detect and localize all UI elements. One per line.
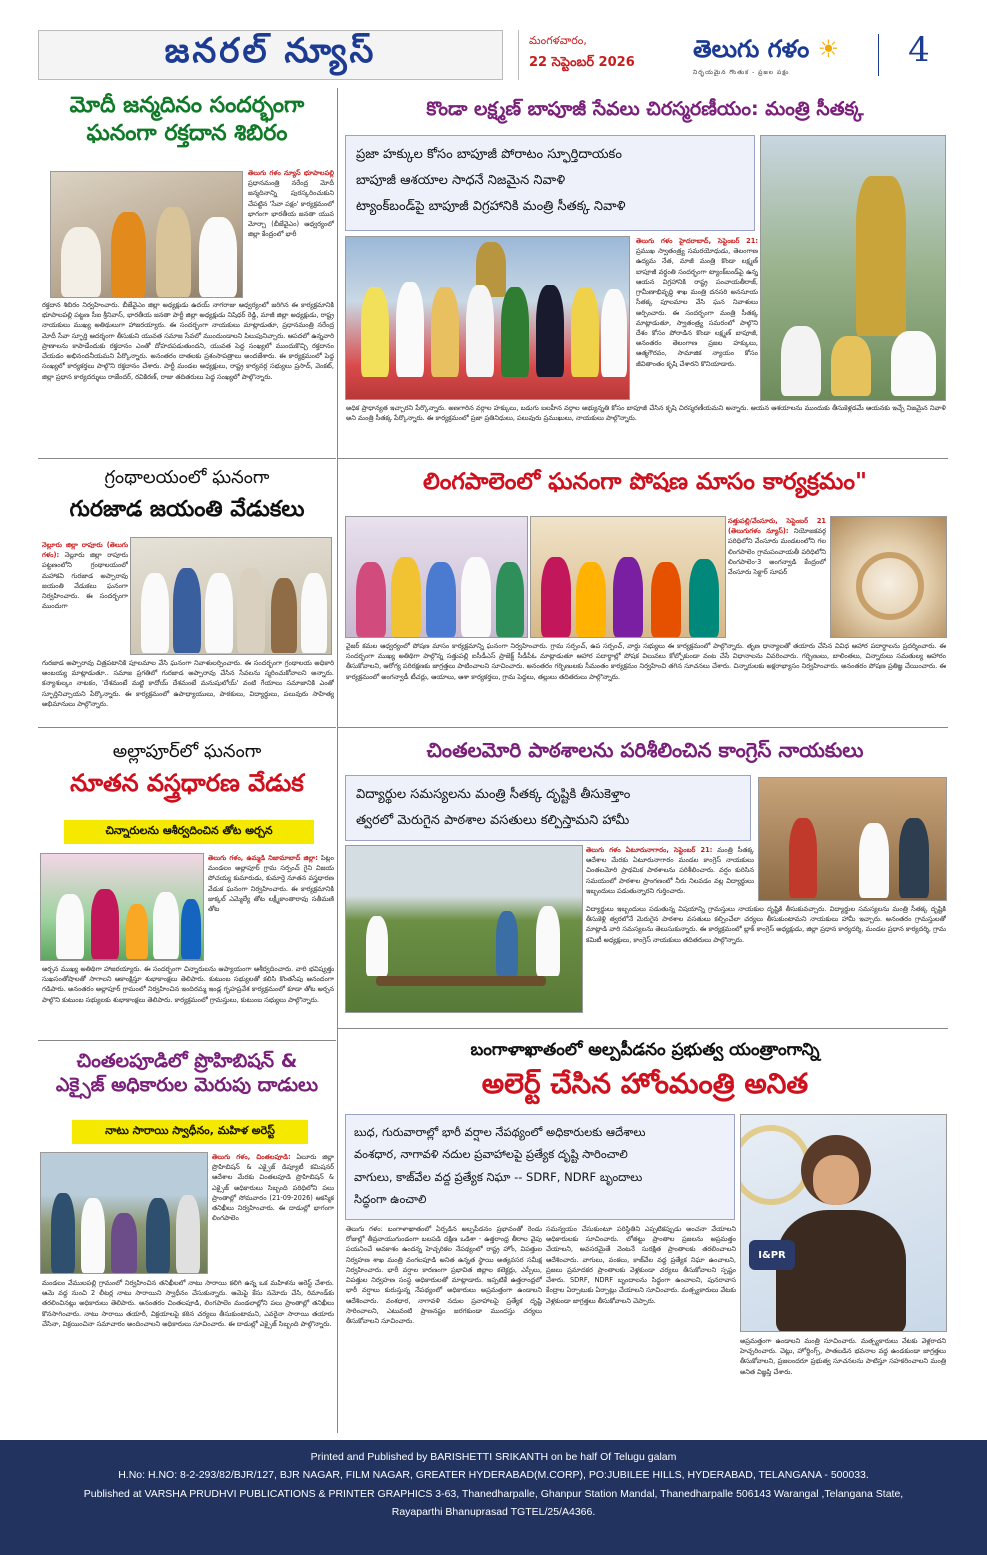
highlight-item: విద్యార్థుల సమస్యలను మంత్రి సీతక్క దృష్టికి తీసుకెళ్తాం <box>356 787 631 802</box>
article-photo <box>50 171 243 298</box>
article-highlights <box>345 1114 735 1220</box>
article-headline: గురజాడ జయంతి వేడుకలు <box>69 497 305 522</box>
article-headline: లింగపాలెంలో ఘనంగా పోషణ మాసం కార్యక్రమం" <box>423 469 867 495</box>
article-intro: తెలుగు గళం, చింతలపూడి: ఏలూరు జిల్లా ప్రొహిబిషన్ & ఎక్సైజ్ డిప్యూటీ కమిషనర్ ఆదేశాల మేరకు చింతలపూడి ప్రొహిబిషన్ & ఎక్సైజ్ అధికారులు సిబ్బంది పరిధిలోని పలు ప్రాంతాల్లో సోమవారం (21-09-2026) ఆకస్మిక తనిఖీలు నిర్వహించారు. ఈ దాడుల్లో భాగంగా లింగపాలెం <box>212 1153 334 1223</box>
section-divider <box>38 458 336 459</box>
highlight-item: ప్రజా హక్కుల కోసం బాపూజీ పోరాటం స్ఫూర్తిదాయకం <box>356 147 622 162</box>
article-tagline: చిన్నారులను ఆశీర్వదించిన తోట అర్చన <box>64 820 314 844</box>
section-divider <box>338 727 948 728</box>
article-body: వైజర్ కమల ఆధ్వర్యంలో పోషణ మాసం కార్యక్రమాన్ని ఘనంగా నిర్వహించారు. గ్రామ సర్పంచ్, ఉప సర్పంచ్, వార్డు సభ్యులు ఈ కార్యక్రమంలో పాల్గొన్నారు. తృణ ధాన్యాలతో తయారు చేసిన వివిధ ఆహార పదార్థాలను ప్రదర్శించారు. ఈ సందర్భంగా ముఖ్య అతిథిగా పాల్గొన్న సత్తుపల్లి ఐసీడీఎస్ ప్రాజెక్ట్ సీడీపీఓ మాట్లాడుతూ ఆహార పదార్థాల్లో పోషక విలువలు కోల్పోకుండా వంట చేసే విధానాలను వివరించారు. గర్భిణులు, బాలింతలు, చిన్నారులు సమతుల్య ఆహారం తీసుకోవాలని, ఆరోగ్య పరిరక్షణకు జాగ్రత్తలు పాటించాలని సూచించారు. అనంతరం గర్భిణులకు సీమంతం కార్యక్రమం నిర్వహించి తగిన సూచనలు చేశారు. చిన్నారులకు అక్షరాభ్యాసం నిర్వహించారు. అనంతరం పోషణ ప్రతిజ్ఞ చేయించారు. ఈ కార్యక్రమంలో అంగన్వాడీ టీచర్లు, ఆయాలు, ఆశా కార్యకర్తలు, గ్రామ పెద్దలు, తల్లులు తదితరులు పాల్గొన్నారు. <box>346 642 946 681</box>
article-body: తెలుగు గళం: బంగాళాఖాతంలో ఏర్పడిన అల్పపీడనం ప్రభావంతో రెండు రోజుల్లో తీవ్రవాయుగుండంగా బలపడి దక్షిణ ఒడిశా - ఉత్తరాంధ్ర తీరాల వైపు పయనించే అవకాశం ఉందన్న హెచ్చరికల నేపథ్యంలో రాష్ట్ర హోం, విపత్తుల నిర్వహణ శాఖ మంత్రి వంగలపూడి అనిత ఉన్నత స్థాయి అత్యవసర సమీక్ష నిర్వహించారు. భారీ వర్షాల కారణంగా ప్రభావిత జిల్లాల కలెక్టర్లు, ఎస్పీలు, విపత్తుల నిర్వహణ సంస్థ అధికారులతో మాట్లాడారు. ఇప్పటికే ఉత్తరాంధ్రలో భారీ వర్షాలు కురుస్తున్న నేపథ్యంలో అధికారులు అప్రమత్తంగా ఉండాలని ఆదేశించారు. వంశధార, నాగావళి నదుల ప్రవాహాలపై ప్రత్యేక దృష్టి సారించాలని, ఎటువంటి ప్రాణనష్టం జరగకుండా ముందస్తు చర్యలు తీసుకోవాలని సూచించారు. <box>346 1225 542 1325</box>
logo-text: తెలుగు గళం ☀ <box>693 34 840 63</box>
section-title-box <box>38 30 503 80</box>
article-headline: నూతన వస్త్రధారణ వేడుక <box>70 769 304 797</box>
sun-icon: ☀ <box>809 34 840 63</box>
logo-tagline: నిర్భయమైన గొంతుక - ప్రజల పక్షం <box>693 69 790 76</box>
wooden-log <box>376 976 546 986</box>
section-divider <box>338 1028 948 1029</box>
column-divider <box>337 88 338 1433</box>
article-headline: మోదీ జన్మదినం సందర్భంగా ఘనంగా రక్తదాన శిబిరం <box>69 93 305 146</box>
article-headline: కొండా లక్ష్మణ్ బాపూజీ సేవలు చిరస్మరణీయం: మంత్రి సీతక్క <box>426 98 864 120</box>
section-divider <box>38 727 336 728</box>
masthead-divider <box>878 34 879 76</box>
microphone-badge: I&PR <box>749 1240 795 1270</box>
article-photo <box>40 853 204 961</box>
article-intro: తెలుగు గళం ఏటూరునాగారం, సెప్టెంబర్ 21: మంత్రి సీతక్క ఆదేశాల మేరకు ఏటూరునాగారం మండల కాంగ్రెస్ నాయకులు చింతలమోరి ప్రాథమిక పాఠశాలను పరిశీలించారు. వర్షం కురిసిన సమయంలో పాఠశాల ప్రాంగణంలో నీరు నిలవడం వల్ల విద్యార్థులు ఇబ్బందులు పడుతున్నారని గుర్తించారు. <box>586 846 754 895</box>
article-tagline: నాటు సారాయి స్వాధీనం, మహిళ అరెస్ట్ <box>72 1120 308 1144</box>
article-body: అర్చన ముఖ్య అతిథిగా హాజరయ్యారు. ఈ సందర్భంగా చిన్నారులను ఆప్యాయంగా ఆశీర్వదించారు. వారి భవిష్యత్తు సుఖసంతోషాలతో సాగాలని ఆకాంక్షిస్తూ శుభాకాంక్షలు తెలిపారు. కుటుంబ సభ్యులతో కలిసి కొంతసేపు ఆనందంగా గడిపారు. అనంతరం అల్లాపూర్ గ్రామంలో నిర్వహించిన ఇందిరమ్మ ఇండ్ల గృహప్రవేశ కార్యక్రమంలో కూడా తోట అర్చన పాల్గొని కుటుంబ సభ్యులకు శుభాకాంక్షలు తెలిపారు. కార్యక్రమంలో గ్రామస్తులు, కుటుంబ సభ్యులు పాల్గొన్నారు. <box>42 965 334 1004</box>
imprint-line: Published at VARSHA PRUDHVI PUBLICATIONS & PRINTER GRAPHICS 3-63, Thanedharpalle, Ghanpur Station Mandal, Thanedharpalle 506143 Warangal ,Telangana State, <box>83 1487 904 1500</box>
article-headline: చింతలపూడిలో ప్రొహిబిషన్ & ఎక్సైజ్ అధికారుల మెరుపు దాడులు <box>55 1050 319 1096</box>
section-title: జనరల్ న్యూస్ <box>164 31 377 71</box>
article-photo <box>345 516 528 638</box>
article-intro: తెలుగు గళం న్యూస్ భూపాలపల్లి ప్రధానమంత్రి నరేంద్ర మోదీ జన్మదినాన్ని పురస్కరించుకుని చేపట్టిన 'సేవా పక్షం' కార్యక్రమంలో భాగంగా భారతీయ జనతా యువ మోర్చా (బీజేవైఎం) ఆధ్వర్యంలో జిల్లా కేంద్రంలో భారీ <box>248 169 334 239</box>
issue-day: మంగళవారం, <box>529 34 587 47</box>
article-photo <box>345 236 630 400</box>
masthead <box>38 30 948 80</box>
article-photo <box>40 1152 208 1274</box>
article-headline-kicker: గ్రంథాలయంలో ఘనంగా <box>104 467 270 488</box>
article-photo <box>758 777 947 901</box>
article-photo <box>345 845 583 1013</box>
article-headline: చింతలమోరి పాఠశాలను పరిశీలించిన కాంగ్రెస్ నాయకులు <box>426 738 864 762</box>
article-photo <box>830 516 947 638</box>
food-display <box>856 552 924 620</box>
article-body: సమన్వయం చేసుకుంటూ పరిస్థితిని ఎప్పటికప్పుడు అంచనా వేయాలని అధికారులకు సూచించారు. లోతట్టు ప్రాంతాల ప్రజలను అప్రమత్తం చేయాలని, అవసరమైతే వెంటనే సురక్షిత ప్రాంతాలకు తరలించాలని ఆదేశించారు. వాగులు, వంకలు, కాజ్‌వేల వద్ద ప్రత్యేక నిఘా ఉంచాలని, ప్రజలు ప్రమాదకర ప్రాంతాలకు వెళ్లకుండా చర్యలు తీసుకోవాలని స్పష్టం చేశారు. SDRF, NDRF బృందాలను సిద్ధంగా ఉంచాలని, పునరావాస కేంద్రాల ఏర్పాటుకు ఏర్పాట్లు చేయాలని సూచించారు. మత్స్యకారులు వేటకు వెళ్లకుండా జాగ్రత్తలు తీసుకోవాలని చెప్పారు. <box>546 1225 736 1305</box>
article-body: విద్యార్థులు ఇబ్బందులు పడుతున్న విషయాన్ని గ్రామస్తులు నాయకుల దృష్టికి తీసుకువచ్చారు. విద్యార్థుల సమస్యలను మంత్రి సీతక్క దృష్టికి తీసుకెళ్లి త్వరలోనే మెరుగైన పాఠశాల వసతులు కల్పించేలా చర్యలు తీసుకుంటామని నాయకులు హామీ ఇచ్చారు. అనంతరం గ్రామస్తులతో మాట్లాడి వారి సమస్యలను తెలుసుకున్నారు. ఈ కార్యక్రమంలో బ్లాక్ కాంగ్రెస్ అధ్యక్షుడు, జిల్లా ప్రధాన కార్యదర్శి, మండల ప్రధాన కార్యదర్శి, గ్రామ కమిటీ అధ్యక్షులు, కాంగ్రెస్ నాయకులు తదితరులు పాల్గొన్నారు. <box>586 905 946 944</box>
article-body: రక్తదాన శిబిరం నిర్వహించారు. బీజేవైఎం జిల్లా అధ్యక్షుడు ఉదయ్ నాగరాజు ఆధ్వర్యంలో జరిగిన ఈ కార్యక్రమానికి భూపాలపల్లి పట్టణ సీఐ శ్రీనివాస్, భారతీయ జనతా పార్టీ జిల్లా అధ్యక్షుడు నిషిధర్ రెడ్డి, మాజీ జిల్లా అధ్యక్షుడు, రాష్ట్ర నాయకులు ముఖ్య అతిథులుగా హాజరయ్యారు. ఈ సందర్భంగా నాయకులు మాట్లాడుతూ, ప్రధానమంత్రి నరేంద్ర మోదీ సేవా స్ఫూర్తి ఆదర్శంగా తీసుకుని యువత సమాజ సేవలో ముందుండాలని పిలుపునిచ్చారు. ఆపదలో ఉన్నవారి ప్రాణాలను కాపాడేందుకు రక్తదానం ఎంతో దోహదపడుతుందని, యువత పెద్ద సంఖ్యలో ముందుకొచ్చి రక్తదానం చేయడం అభినందనీయమని పేర్కొన్నారు. అనంతరం దాతలకు ప్రశంసాపత్రాలు అందజేశారు. ఈ కార్యక్రమంలో పెద్ద సంఖ్యలో కార్యకర్తలు పాల్గొని రక్తదానం చేశారు. పార్టీ మండల అధ్యక్షులు, రాష్ట్ర కార్యవర్గ సభ్యులు ప్రసాద్, వెంకట్, జిల్లా ప్రధాన కార్యదర్శులు రాజేందర్, రవికిరణ్, రాజు తదితరులు పెద్ద సంఖ్యలో పాల్గొన్నారు. <box>42 301 334 381</box>
imprint-line: Printed and Published by BARISHETTI SRIKANTH on be half Of Telugu galam <box>310 1451 677 1463</box>
article-body: గురజాడ అప్పారావు చిత్రపటానికి పూలమాల వేసి ఘనంగా నివాళులర్పించారు. ఈ సందర్భంగా గ్రంథాలయ అధికారి అంబయ్య మాట్లాడుతూ.. సమాజ ప్రగతిలో గురజాడ అప్పారావు చేసిన సేవలను స్మరించుకోవాలని అన్నారు. కన్యాశుల్కం నాటకం, 'దేశమంటే మట్టి కాదోయ్ దేశమంటే మనుషులోయ్' వంటి గేయాలు సమాజానికి ఎంతో స్ఫూర్తినిచ్చాయని పేర్కొన్నారు. ఈ కార్యక్రమంలో ఉపాధ్యాయులు, పాఠకులు, విద్యార్థులు, పలువురు సాహిత్య అభిమానులు పాల్గొన్నారు. <box>42 659 334 708</box>
article-photo <box>760 135 946 401</box>
article-intro: తెలుగు గళం, ఉమ్మడి నిజామాబాద్ జిల్లా: పిట్లం మండలం అల్లాపూర్ గ్రామ సర్పంచ్ గైని విజయ పోచయ్య కుమారుడు, కుమార్తె నూతన వస్త్రధారణ వేడుక ఘనంగా నిర్వహించారు. ఈ కార్యక్రమానికి జుక్కల్ ఎమ్మెల్యే తోట లక్ష్మీకాంతారావు సతీమణి తోట <box>208 854 334 914</box>
article-intro: నెల్లూరు జిల్లా రాపూరు (తెలుగు గళం): నెల్లూరు జిల్లా రాపూరు పట్టణంలోని గ్రంథాలయంలో మహాకవి గురజాడ అప్పారావు జయంతి వేడుకలు ఘనంగా నిర్వహించారు. ఈ సందర్భంగా ముందుగా <box>42 541 128 611</box>
article-photo <box>740 1114 947 1332</box>
highlight-item: వంశధార, నాగావళి నదుల ప్రవాహాలపై ప్రత్యేక దృష్టి సారించాలి <box>354 1147 628 1162</box>
issue-date: 22 సెప్టెంబర్ 2026 <box>529 55 635 70</box>
imprint-line: H.No: H.NO: 8-2-293/82/BJR/127, BJR NAGAR, FILM NAGAR, GREATER HYDERABAD(M.CORP), PO:JUBILEE HILLS, HYDERABAD, TELANGANA - 500033. <box>118 1469 869 1482</box>
section-divider <box>338 458 948 459</box>
imprint-line: Rayaparthi Bhanuprasad TGTEL/25/A4366. <box>391 1506 596 1519</box>
article-body: అధిక ప్రాధాన్యత ఇచ్చారని పేర్కొన్నారు. అణగారిన వర్గాల హక్కులు, బడుగు బలహీన వర్గాల అభ్యున్నతి కోసం బాపూజీ చేసిన కృషి చిరస్మరణీయమని అన్నారు. ఆయన ఆశయాలను ముందుకు తీసుకెళ్లడమే ఆయనకు ఇచ్చే నిజమైన నివాళి అని మంత్రి సీతక్క పేర్కొన్నారు. ఈ కార్యక్రమంలో ప్రజా ప్రతినిధులు, పలువురు ప్రముఖులు, నాయకులు పాల్గొన్నారు. <box>346 404 946 423</box>
section-divider <box>38 1040 336 1041</box>
highlight-item: బాపూజీ ఆశయాల సాధనే నిజమైన నివాళి <box>356 173 566 188</box>
article-headline-kicker: బంగాళాఖాతంలో అల్పపీడనం ప్రభుత్వ యంత్రాంగాన్ని <box>470 1040 820 1060</box>
newspaper-logo <box>693 34 873 78</box>
page-number: 4 <box>908 30 930 70</box>
article-intro: తెలుగు గళం హైదరాబాద్, సెప్టెంబర్ 21: ప్రముఖ స్వాతంత్ర్య సమరయోధుడు, తెలంగాణ ఉద్యమ నేత, మాజీ మంత్రి కొండా లక్ష్మణ్ బాపూజీ వర్ధంతి సందర్భంగా ట్యాంక్‌బండ్‌పై ఉన్న ఆయన విగ్రహానికి రాష్ట్ర పంచాయతీరాజ్, గ్రామీణాభివృద్ధి శాఖ మంత్రి దనసరి అనసూయ సీతక్క పూలమాల వేసి ఘన నివాళులు అర్పించారు. ఈ సందర్భంగా మంత్రి సీతక్క మాట్లాడుతూ, స్వాతంత్ర్య సమరంలో పాల్గొని దేశం కోసం పోరాడిన కొండా లక్ష్మణ్ బాపూజీ, అనంతరం తెలంగాణ ప్రజల హక్కులు, ఆత్మగౌరవం, సామాజిక న్యాయం కోసం జీవితాంతం కృషి చేశారని కొనియాడారు. <box>636 237 758 368</box>
article-body: అప్రమత్తంగా ఉండాలని మంత్రి సూచించారు. మత్స్యకారులు వేటకు వెళ్లరాదని హెచ్చరించారు. చెట్లు, హోర్డింగ్స్, పాతబడిన భవనాల వద్ద ఉండకుండా జాగ్రత్తలు తీసుకోవాలని, ప్రజలందరూ ప్రభుత్వ సూచనలను పాటిస్తూ సహకరించాలని మంత్రి అనిత విజ్ఞప్తి చేశారు. <box>740 1337 946 1376</box>
article-headline-kicker: అల్లాపూర్‌లో ఘనంగా <box>112 741 262 762</box>
article-photo <box>130 537 332 655</box>
article-intro: సత్తుపల్లి/వేంసూరు, సెప్టెంబర్ 21 (తెలుగుగళం న్యూస్): నియోజకవర్గ పరిధిలోని వేంసూరు మండలంలోని గల లింగపాలెం గ్రామపంచాయతీ పరిధిలోని లింగపాలెం-3 అంగన్వాడి కేంద్రంలో వేంసూరు సెక్టార్ సూపర్ <box>728 517 826 577</box>
imprint-footer <box>0 1440 987 1555</box>
highlight-item: వాగులు, కాజ్‌వేల వద్ద ప్రత్యేక నిఘా -- SDRF, NDRF బృందాలు <box>354 1169 643 1184</box>
issue-date-box <box>518 30 678 80</box>
highlight-item: త్వరలో మెరుగైన పాఠశాల వసతులు కల్పిస్తామని హామీ <box>356 813 630 828</box>
article-highlights <box>345 135 755 231</box>
highlight-item: సిద్ధంగా ఉంచాలి <box>354 1192 427 1207</box>
article-body: మండలం వేములపల్లి గ్రామంలో నిర్వహించిన తనిఖీలలో నాటు సారాయి కలిగి ఉన్న ఒక మహిళను అరెస్ట్ చేశారు. ఆమె వద్ద నుంచి 2 లీటర్ల నాటు సారాయిని స్వాధీనం చేసుకున్నారు. ఆమెపై కేసు నమోదు చేసి, రిమాండ్‌కు తరలించినట్లు అధికారులు తెలిపారు. అనంతరం చింతలపూడి, లింగపాలెం మండలాల్లోని పలు ప్రాంతాల్లో తనిఖీలు కొనసాగించారు. నాటు సారాయి తయారీ, విక్రయాలపై కఠిన చర్యలు తీసుకుంటామని, ఎవరైనా సారాయి తయారు చేసినా, విక్రయించినా సమాచారం అందించాలని అధికారులు సూచించారు. ఈ దాడుల్లో ఎక్సైజ్ సిబ్బంది పాల్గొన్నారు. <box>42 1279 334 1328</box>
article-photo <box>530 516 726 638</box>
highlight-item: ట్యాంక్‌బండ్‌పై బాపూజీ విగ్రహానికి మంత్రి సీతక్క నివాళి <box>356 199 626 214</box>
article-headline: అలెర్ట్ చేసిన హోంమంత్రి అనిత <box>481 1067 809 1100</box>
article-highlights <box>345 775 751 841</box>
highlight-item: బుధ, గురువారాల్లో భారీ వర్షాల నేపథ్యంలో అధికారులకు ఆదేశాలు <box>354 1125 646 1139</box>
